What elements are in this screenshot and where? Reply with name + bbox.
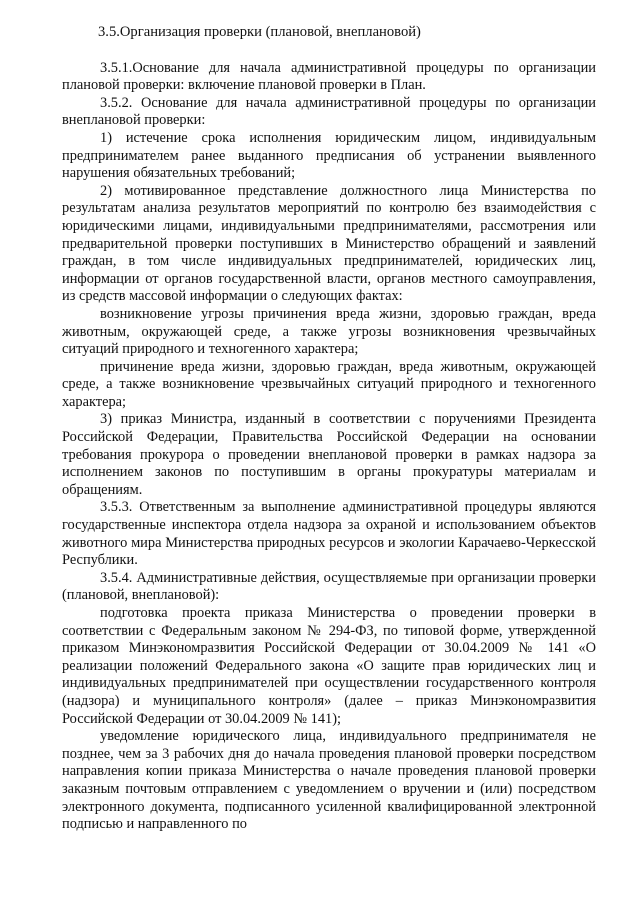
paragraph-threat: возникновение угрозы причинения вреда жизни, здоровью граждан, вреда животным, окружающей среде, а также угрозы возникновения чрезвычайных ситуаций природного и техногенного характера; (62, 305, 596, 358)
document-body (62, 24, 596, 834)
paragraph-notification: уведомление юридического лица, индивидуального предпринимателя не позднее, чем за 3 рабочих дня до начала проведения плановой проверки посредством направления копии приказа Министерства о начале проведения плановой проверки заказным почтовым отправлением с уведомлением о вручении и (или) посредством электронного документа, подписанного усиленной квалифицированной электронной подписью и направленного по (62, 728, 596, 833)
paragraph-item-2: 2) мотивированное представление должностного лица Министерства по результатам анализа результатов мероприятий по контролю без взаимодействия с юридическими лицами, индивидуальными предпринимателями, рассмотрения или предварительной проверки поступивших в Министерство обращений и заявлений граждан, в том числе индивидуальных предпринимателей, юридических лиц, информации от органов государственной власти, органов местного самоуправления, из средств массовой информации о следующих фактах: (62, 182, 596, 305)
paragraph-3-5-4: 3.5.4. Административные действия, осуществляемые при организации проверки (плановой, внеплановой): (62, 569, 596, 604)
paragraph-harm: причинение вреда жизни, здоровью граждан, вреда животным, окружающей среде, а также возникновение чрезвычайных ситуаций природного и техногенного характера; (62, 358, 596, 410)
section-heading: 3.5.Организация проверки (плановой, внеплановой) (98, 24, 421, 40)
paragraph-3-5-2: 3.5.2. Основание для начала административной процедуры по организации внеплановой проверки: (62, 94, 596, 129)
paragraph-order-preparation: подготовка проекта приказа Министерства о проведении проверки в соответствии с Федеральным законом № 294-ФЗ, по типовой форме, утвержденной приказом Минэкономразвития Российской Федерации от 30.04.2009 № 141 «О реализации положений Федерального закона «О защите прав юридических лиц и индивидуальных предпринимателей при осуществлении государственного контроля (надзора) и муниципального контроля» (далее – приказ Минэкономразвития Российской Федерации от 30.04.2009 № 141); (62, 605, 596, 727)
paragraph-3-5-3: 3.5.3. Ответственным за выполнение административной процедуры являются государственные инспектора отдела надзора за охраной и использованием объектов животного мира Министерства природных ресурсов и экологии Карачаево-Черкесской Республики. (62, 499, 596, 569)
paragraph-item-3: 3) приказ Министра, изданный в соответствии с поручениями Президента Российской Федерации, Правительства Российской Федерации на основании требования прокурора о проведении внеплановой проверки в рамках надзора за исполнением законов по поступившим в органы прокуратуры материалам и обращениям. (62, 411, 596, 498)
paragraph-item-1: 1) истечение срока исполнения юридическим лицом, индивидуальным предпринимателем ранее выданного предписания об устранении выявленного нарушения обязательных требований; (62, 129, 596, 182)
paragraph-3-5-1: 3.5.1.Основание для начала административной процедуры по организации плановой проверки: включение плановой проверки в План. (62, 59, 596, 94)
